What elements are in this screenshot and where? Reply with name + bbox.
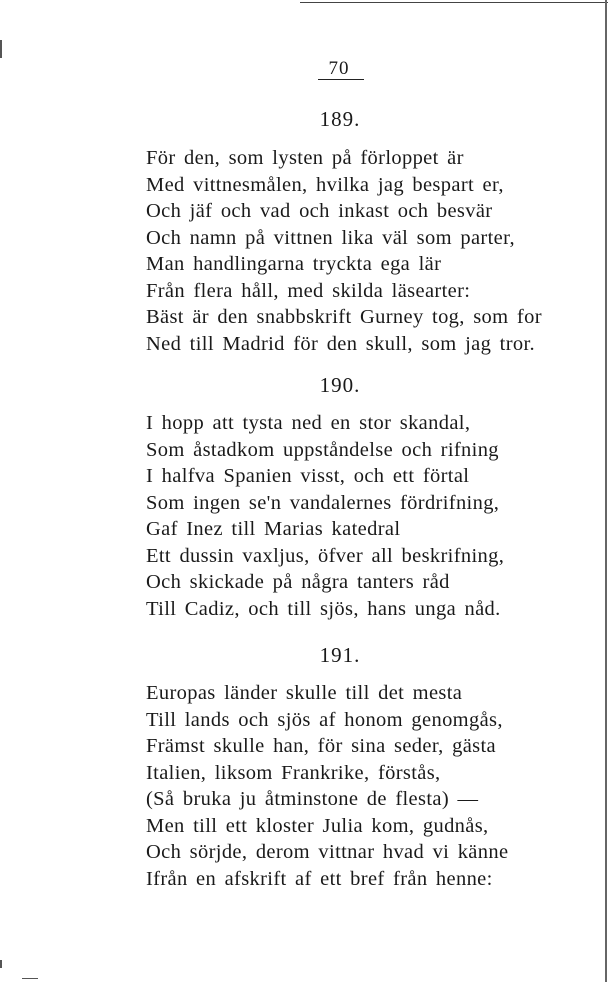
scan-left-mark: [0, 40, 2, 58]
verse-line: I halfva Spanien visst, och ett förtal: [146, 465, 470, 487]
stanza: [146, 145, 566, 357]
stanza: [146, 680, 566, 892]
verse-line: Italien, liksom Frankrike, förstås,: [146, 761, 441, 784]
verse-line: Som åstadkom uppståndelse och rifning: [146, 438, 499, 461]
verse-line: Och skickade på några tanters råd: [146, 571, 450, 593]
verse-line: Som ingen se'n vandalernes fördrifning,: [146, 491, 500, 514]
verse-line: Ned till Madrid för den skull, som jag tror.: [146, 332, 535, 355]
scan-left-mark: [0, 960, 2, 968]
page-number: 70: [328, 58, 350, 79]
verse-line: Ett dussin vaxljus, öfver all beskrifning,: [146, 544, 505, 567]
verse-line: Och namn på vittnen lika väl som parter,: [146, 226, 515, 249]
verse-line: Till Cadiz, och till sjös, hans unga nåd.: [146, 597, 501, 620]
page-number-underline: [318, 79, 364, 80]
scan-right-edge: [605, 0, 607, 982]
verse-line: Med vittnesmålen, hvilka jag bespart er,: [146, 173, 504, 196]
verse-line: Till lands och sjös af honom genomgås,: [146, 708, 503, 731]
verse-line: Men till ett kloster Julia kom, gudnås,: [146, 814, 489, 837]
verse-line: Ifrån en afskrift af ett bref från henne:: [146, 867, 493, 890]
verse-line: Gaf Inez till Marias katedral: [146, 518, 401, 540]
verse-line: Och jäf och vad och inkast och besvär: [146, 200, 493, 222]
verse-line: (Så bruka ju åtminstone de flesta) —: [146, 788, 479, 810]
stanza: [146, 410, 566, 622]
scan-top-edge: [300, 2, 608, 3]
verse-line: Från flera håll, med skilda läsearter:: [146, 279, 471, 302]
verse-line: Man handlingarna tryckta ega lär: [146, 253, 442, 275]
verse-line: I hopp att tysta ned en stor skandal,: [146, 412, 471, 434]
scan-bottom-mark: [22, 978, 38, 979]
stanza-number: 189.: [319, 107, 361, 131]
verse-line: Bäst är den snabbskrift Gurney tog, som for: [146, 306, 542, 328]
stanza-number: 191.: [319, 643, 361, 667]
stanza-number: 190.: [319, 373, 361, 397]
verse-line: Främst skulle han, för sina seder, gästa: [146, 735, 496, 757]
verse-line: Och sörjde, derom vittnar hvad vi känne: [146, 841, 509, 863]
verse-line: För den, som lysten på förloppet är: [146, 147, 464, 169]
verse-line: Europas länder skulle till det mesta: [146, 682, 463, 704]
